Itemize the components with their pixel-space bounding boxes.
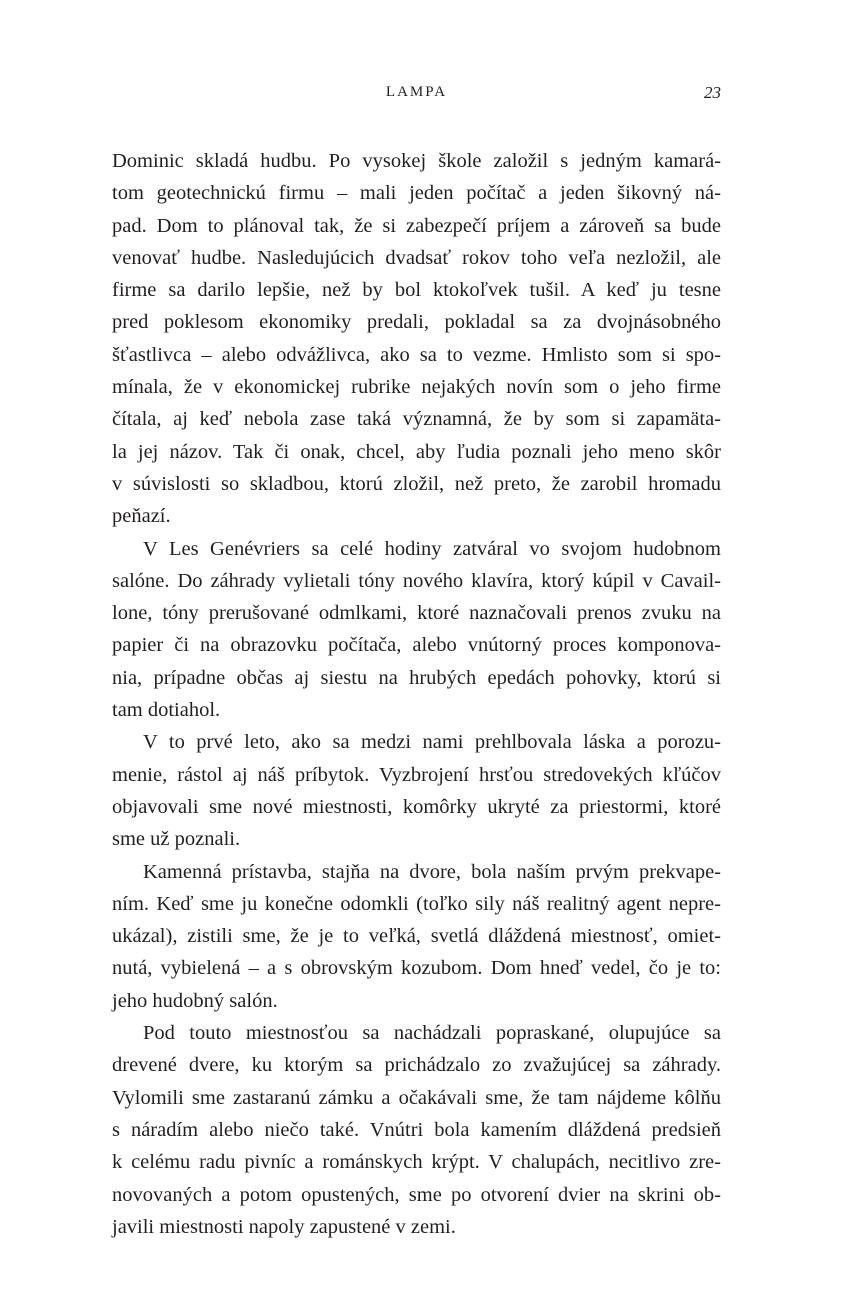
text-line: peňazí. [112,505,171,528]
paragraph [112,856,721,1017]
text-line: menie, rástol aj náš príbytok. Vyzbrojení hrsťou stredovekých kľúčov [112,763,721,786]
text-line: javili miestnosti napoly zapustené v zemi. [112,1215,456,1238]
text-line: tom geotechnickú firmu – mali jeden počítač a jeden šikovný ná- [112,182,721,205]
text-line: V to prvé leto, ako sa medzi nami prehlbovala láska a porozu- [143,731,721,754]
text-line: la jej názov. Tak či onak, chcel, aby ľudia poznali jeho meno skôr [112,440,721,463]
text-line: V Les Genévriers sa celé hodiny zatváral vo svojom hudobnom [143,537,721,560]
text-line: papier či na obrazovku počítača, alebo vnútorný proces komponova- [112,634,721,657]
text-line: Vylomili sme zastaranú zámku a očakávali sme, že tam nájdeme kôlňu [112,1086,721,1109]
text-line: pad. Dom to plánoval tak, že si zabezpečí príjem a zároveň sa bude [112,214,721,237]
text-line: objavovali sme nové miestnosti, komôrky ukryté za priestormi, ktoré [112,795,721,818]
page-number: 23 [704,83,721,102]
text-line: k celému radu pivníc a románskych krýpt. V chalupách, necitlivo zre- [112,1151,721,1174]
text-line: v súvislosti so skladbou, ktorú zložil, než preto, že zarobil hromadu [112,472,721,495]
text-line: lone, tóny prerušované odmlkami, ktoré naznačovali prenos zvuku na [112,602,721,625]
text-line: pred poklesom ekonomiky predali, pokladal sa za dvojnásobného [112,311,721,334]
text-line: tam dotiahol. [112,699,221,722]
text-line: šťastlivca – alebo odvážlivca, ako sa to vezme. Hmlisto som si spo- [112,343,721,366]
text-line: salóne. Do záhrady vylietali tóny nového klavíra, ktorý kúpil v Cavail- [112,569,721,592]
text-line: venovať hudbe. Nasledujúcich dvadsať rokov toho veľa nezložil, ale [112,246,721,269]
text-line: sme už poznali. [112,828,241,851]
text-line: ním. Keď sme ju konečne odomkli (toľko sily náš realitný agent nepre- [112,892,721,915]
paragraph [112,1017,721,1243]
text-line: nutá, vybielená – a s obrovským kozubom. Dom hneď vedel, čo je to: [112,957,721,980]
text-line: Kamenná prístavba, stajňa na dvore, bola naším prvým prekvape- [143,860,721,883]
running-title: LAMPA [385,84,448,100]
paragraph [112,533,721,727]
text-line: ukázal), zistili sme, že je to veľká, svetlá dláždená miestnosť, omiet- [112,925,721,948]
paragraph [112,145,721,533]
text-line: s náradím alebo niečo také. Vnútri bola kamením dláždená predsieň [112,1118,721,1141]
text-line: novovaných a potom opustených, sme po otvorení dvier na skrini ob- [112,1183,721,1206]
text-line: Dominic skladá hudbu. Po vysokej škole založil s jedným kamará- [112,150,721,172]
text-line: Pod touto miestnosťou sa nachádzali popraskané, olupujúce sa [143,1022,721,1045]
text-line: jeho hudobný salón. [112,989,278,1012]
body-text [112,145,721,1243]
text-line: drevené dvere, ku ktorým sa prichádzalo zo zvažujúcej sa záhrady. [112,1054,721,1077]
text-line: mínala, že v ekonomickej rubrike nejakých novín som o jeho firme [112,376,721,399]
paragraph [112,726,721,855]
text-line: čítala, aj keď nebola zase taká významná, že by som si zapamäta- [112,408,721,431]
text-line: nia, prípadne občas aj siestu na hrubých epedách pohovky, ktorú si [112,666,721,689]
text-line: firme sa darilo lepšie, než by bol ktokoľvek tušil. A keď ju tesne [112,279,721,302]
running-header [112,84,721,108]
